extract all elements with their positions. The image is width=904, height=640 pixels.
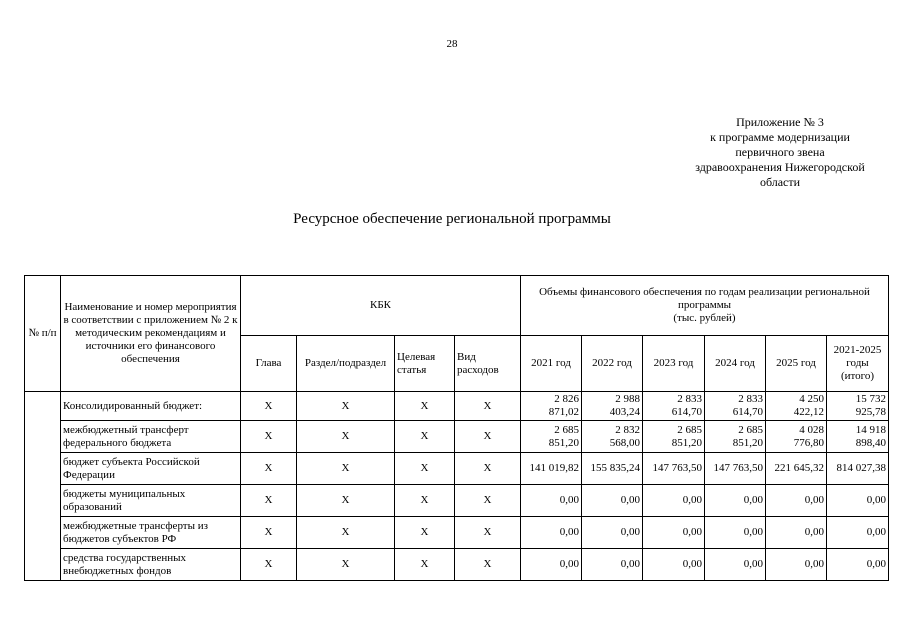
kbk-cell: X <box>455 392 521 421</box>
kbk-cell: X <box>241 453 297 485</box>
appendix-line: к программе модернизации <box>710 130 850 144</box>
value-cell: 0,00 <box>705 517 766 549</box>
row-name: бюджеты муниципальных образований <box>61 485 241 517</box>
value-cell: 147 763,50 <box>643 453 705 485</box>
table-row <box>25 453 889 485</box>
appendix-line: области <box>759 175 801 189</box>
header-kbk: КБК <box>241 276 521 336</box>
kbk-cell: X <box>297 517 395 549</box>
value-cell: 2 685 851,20 <box>705 421 766 453</box>
value-cell: 155 835,24 <box>582 453 643 485</box>
value-cell: 0,00 <box>643 549 705 581</box>
kbk-cell: X <box>297 485 395 517</box>
kbk-cell: X <box>241 485 297 517</box>
value-cell: 0,00 <box>582 485 643 517</box>
table-row <box>25 517 889 549</box>
value-cell: 0,00 <box>705 485 766 517</box>
kbk-cell: X <box>395 421 455 453</box>
kbk-cell: X <box>241 549 297 581</box>
value-cell: 0,00 <box>766 549 827 581</box>
header-year: 2025 год <box>766 336 827 392</box>
value-cell: 0,00 <box>643 517 705 549</box>
kbk-cell: X <box>297 421 395 453</box>
header-kbk-section: Раздел/подраздел <box>297 336 395 392</box>
document-title: Ресурсное обеспечение региональной программы <box>293 211 611 227</box>
value-cell: 0,00 <box>827 485 889 517</box>
kbk-cell: X <box>395 392 455 421</box>
kbk-cell: X <box>241 421 297 453</box>
appendix-line: Приложение № 3 <box>736 115 824 129</box>
row-name: бюджет субъекта Российской Федерации <box>61 453 241 485</box>
value-cell: 0,00 <box>582 517 643 549</box>
kbk-cell: X <box>241 392 297 421</box>
kbk-cell: X <box>455 485 521 517</box>
value-cell: 0,00 <box>827 549 889 581</box>
table-row <box>25 421 889 453</box>
kbk-cell: X <box>395 549 455 581</box>
value-cell: 0,00 <box>766 485 827 517</box>
kbk-cell: X <box>455 421 521 453</box>
header-year: 2023 год <box>643 336 705 392</box>
value-cell: 141 019,82 <box>521 453 582 485</box>
value-cell: 0,00 <box>521 517 582 549</box>
kbk-cell: X <box>297 453 395 485</box>
value-cell: 2 833 614,70 <box>643 392 705 421</box>
row-number-cell <box>25 392 61 581</box>
row-name: средства государственных внебюджетных фондов <box>61 549 241 581</box>
header-year-total: 2021-2025 годы (итого) <box>827 336 889 392</box>
value-cell: 14 918 898,40 <box>827 421 889 453</box>
row-name: Консолидированный бюджет: <box>61 392 241 421</box>
header-year: 2022 год <box>582 336 643 392</box>
resource-table <box>24 275 889 581</box>
kbk-cell: X <box>455 453 521 485</box>
appendix-line: первичного звена <box>735 145 825 159</box>
kbk-cell: X <box>395 517 455 549</box>
value-cell: 0,00 <box>521 549 582 581</box>
value-cell: 2 833 614,70 <box>705 392 766 421</box>
header-kbk-chapter: Глава <box>241 336 297 392</box>
table-row <box>25 549 889 581</box>
header-year: 2021 год <box>521 336 582 392</box>
value-cell: 0,00 <box>643 485 705 517</box>
table-row <box>25 485 889 517</box>
value-cell: 2 685 851,20 <box>643 421 705 453</box>
value-cell: 2 685 851,20 <box>521 421 582 453</box>
value-cell: 814 027,38 <box>827 453 889 485</box>
kbk-cell: X <box>395 453 455 485</box>
header-volumes-unit: (тыс. рублей) <box>673 312 736 324</box>
kbk-cell: X <box>241 517 297 549</box>
value-cell: 221 645,32 <box>766 453 827 485</box>
kbk-cell: X <box>297 392 395 421</box>
value-cell: 4 250 422,12 <box>766 392 827 421</box>
table-row <box>25 392 889 421</box>
header-volumes-title: Объемы финансового обеспечения по годам реализации региональной программы <box>539 286 870 311</box>
value-cell: 0,00 <box>582 549 643 581</box>
row-name: межбюджетные трансферты из бюджетов субъектов РФ <box>61 517 241 549</box>
kbk-cell: X <box>297 549 395 581</box>
kbk-cell: X <box>455 549 521 581</box>
header-num: № п/п <box>25 276 61 392</box>
value-cell: 4 028 776,80 <box>766 421 827 453</box>
value-cell: 0,00 <box>521 485 582 517</box>
header-kbk-article: Целевая статья <box>395 336 455 392</box>
header-volumes <box>521 276 889 336</box>
appendix-block <box>680 115 880 190</box>
row-name: межбюджетный трансферт федерального бюджета <box>61 421 241 453</box>
page-number: 28 <box>446 38 458 50</box>
value-cell: 2 988 403,24 <box>582 392 643 421</box>
header-kbk-expense-type: Вид расходов <box>455 336 521 392</box>
kbk-cell: X <box>455 517 521 549</box>
value-cell: 15 732 925,78 <box>827 392 889 421</box>
value-cell: 2 832 568,00 <box>582 421 643 453</box>
value-cell: 147 763,50 <box>705 453 766 485</box>
appendix-line: здравоохранения Нижегородской <box>695 160 865 174</box>
value-cell: 0,00 <box>827 517 889 549</box>
header-year: 2024 год <box>705 336 766 392</box>
value-cell: 2 826 871,02 <box>521 392 582 421</box>
value-cell: 0,00 <box>766 517 827 549</box>
kbk-cell: X <box>395 485 455 517</box>
header-name: Наименование и номер мероприятия в соответствии с приложением № 2 к методическим рекомендациям и источники его финансового обеспечения <box>61 276 241 392</box>
value-cell: 0,00 <box>705 549 766 581</box>
